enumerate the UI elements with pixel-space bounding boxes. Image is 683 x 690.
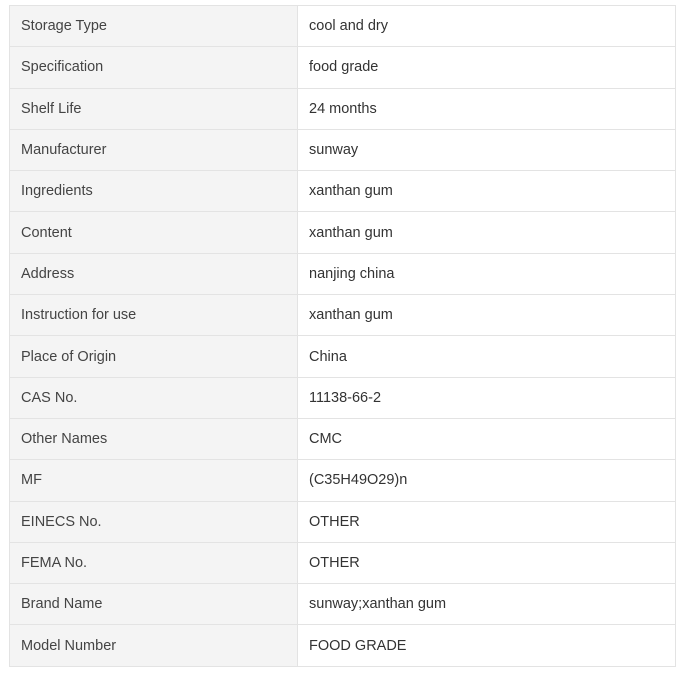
spec-value: sunway;xanthan gum — [298, 584, 676, 625]
spec-value: xanthan gum — [298, 171, 676, 212]
spec-table-body — [10, 6, 676, 667]
table-row — [10, 460, 676, 501]
table-row — [10, 377, 676, 418]
spec-value: xanthan gum — [298, 212, 676, 253]
spec-label: Other Names — [10, 418, 298, 459]
spec-value: sunway — [298, 129, 676, 170]
spec-value: 11138-66-2 — [298, 377, 676, 418]
table-row — [10, 501, 676, 542]
table-row — [10, 336, 676, 377]
spec-value: FOOD GRADE — [298, 625, 676, 666]
spec-value: nanjing china — [298, 253, 676, 294]
spec-label: Model Number — [10, 625, 298, 666]
spec-value: China — [298, 336, 676, 377]
spec-label: Place of Origin — [10, 336, 298, 377]
spec-label: MF — [10, 460, 298, 501]
spec-value: (C35H49O29)n — [298, 460, 676, 501]
spec-label: EINECS No. — [10, 501, 298, 542]
spec-label: Specification — [10, 47, 298, 88]
spec-label: Manufacturer — [10, 129, 298, 170]
spec-value: OTHER — [298, 501, 676, 542]
table-row — [10, 129, 676, 170]
table-row — [10, 295, 676, 336]
spec-label: Instruction for use — [10, 295, 298, 336]
table-row — [10, 418, 676, 459]
spec-label: Ingredients — [10, 171, 298, 212]
table-row — [10, 625, 676, 666]
spec-label: Content — [10, 212, 298, 253]
table-row — [10, 88, 676, 129]
spec-value: food grade — [298, 47, 676, 88]
spec-value: cool and dry — [298, 6, 676, 47]
table-row — [10, 253, 676, 294]
spec-label: CAS No. — [10, 377, 298, 418]
table-row — [10, 212, 676, 253]
spec-label: Address — [10, 253, 298, 294]
table-row — [10, 47, 676, 88]
spec-label: Brand Name — [10, 584, 298, 625]
spec-value: 24 months — [298, 88, 676, 129]
table-row — [10, 542, 676, 583]
spec-value: CMC — [298, 418, 676, 459]
spec-label: FEMA No. — [10, 542, 298, 583]
spec-label: Storage Type — [10, 6, 298, 47]
spec-value: OTHER — [298, 542, 676, 583]
table-row — [10, 171, 676, 212]
spec-value: xanthan gum — [298, 295, 676, 336]
spec-label: Shelf Life — [10, 88, 298, 129]
table-row — [10, 6, 676, 47]
product-spec-table — [9, 5, 676, 667]
table-row — [10, 584, 676, 625]
